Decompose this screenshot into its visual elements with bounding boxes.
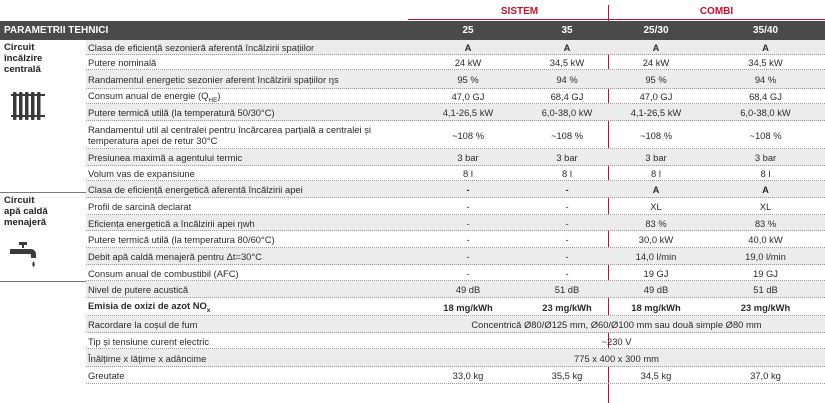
faucet-icon [10, 242, 40, 270]
cell-model-25-30: 47,0 GJ [639, 91, 673, 102]
cell-model-25: 49 dB [455, 284, 481, 295]
cell-model-35: 6,0-38,0 kW [541, 107, 593, 118]
cell-model-35-40: 34,5 kW [748, 57, 783, 68]
cell-model-25: - [466, 217, 470, 229]
cell-model-35: ~108 % [550, 129, 584, 141]
cell-model-35: - [565, 201, 569, 212]
table-title: PARAMETRII TEHNICI [4, 25, 109, 36]
row-label: Presiunea maximă a agentului termic [88, 152, 243, 163]
cell-model-25-30: 3 bar [645, 152, 667, 163]
cell-model-25-30: 19 GJ [643, 267, 669, 279]
cell-model-25-30: A [652, 42, 660, 53]
cell-model-25: 33,0 kg [452, 370, 484, 381]
cell-model-25-30: ~108 % [639, 129, 673, 141]
row-label: Înălțime x lățime x adâncime [88, 352, 207, 364]
model-header-25-30: 25/30 [643, 25, 669, 36]
table-row-expansion-vessel [86, 166, 825, 181]
group-header-combi: COMBI [699, 6, 734, 17]
cell-model-35-40: 19 GJ [752, 267, 778, 279]
cell-model-25-30: 24 kW [642, 57, 670, 68]
cell-model-35: - [565, 217, 569, 229]
cell-model-35-40: A [762, 42, 769, 53]
cell-model-35: 8 l [562, 168, 572, 179]
cell-model-25-30: 49 dB [643, 284, 669, 295]
cell-model-35: 51 dB [554, 284, 580, 295]
cell-model-35: A [563, 42, 571, 53]
cell-model-35-40: XL [759, 201, 772, 212]
row-label: Racordare la coșul de fum [88, 319, 198, 330]
cell-model-35: 35,5 kg [551, 370, 583, 381]
row-label: Eficiența energetică a încălzirii apei ηwh [88, 217, 255, 229]
table-row-dhw-flow [86, 248, 825, 265]
cell-model-35-40: 83 % [754, 217, 777, 229]
row-label: Putere nominală [88, 57, 157, 68]
table-row-dimensions [86, 349, 825, 367]
model-header-35: 35 [561, 25, 573, 36]
cell-model-25-30: 83 % [645, 217, 667, 229]
cell-model-25-30: 4,1-26,5 kW [630, 107, 682, 118]
cell-model-35-40: 40,0 kW [748, 234, 783, 245]
table-row-annual-fuel [86, 265, 825, 281]
table-row-partial-load-efficiency [86, 121, 825, 149]
table-row-useful-power-80-60 [86, 231, 825, 248]
group-underline-sistem [408, 19, 608, 20]
cell-model-25-30: 34,5 kg [640, 370, 672, 381]
cell-model-35: - [565, 184, 569, 195]
cell-model-25: 3 bar [457, 152, 479, 163]
cell-model-35-40: ~108 % [749, 129, 782, 141]
table-row-flue-connection [86, 316, 825, 333]
table-row-nominal-power [86, 55, 825, 70]
row-label: Randamentul energetic sezonier aferent încălzirii spațiilor ηs [88, 74, 339, 85]
cell-model-25-30: 95 % [645, 74, 667, 85]
cell-model-35-40: 51 dB [753, 284, 778, 295]
table-row-max-pressure [86, 149, 825, 166]
cell-model-25-30: A [652, 184, 660, 195]
row-value-span: ~230 V [601, 335, 632, 347]
cell-model-35: - [565, 267, 569, 279]
cell-model-35: 23 mg/kWh [542, 301, 592, 313]
section-dhw-title: Circuit apă caldă menajeră [4, 195, 48, 228]
group-underline-combi [608, 19, 825, 20]
cell-model-35-40: 3 bar [754, 152, 777, 163]
row-value-span: Concentrică Ø80/Ø125 mm, Ø60/Ø100 mm sau două simple Ø80 mm [471, 319, 762, 330]
row-label: Tip și tensiune curent electric [88, 335, 210, 347]
group-header-sistem: SISTEM [500, 6, 539, 17]
table-row-nox-emission [86, 298, 825, 316]
cell-model-35-40: A [762, 184, 769, 195]
cell-model-35-40: 23 mg/kWh [740, 301, 791, 313]
model-header-25: 25 [462, 25, 474, 36]
cell-model-35-40: 6,0-38,0 kW [740, 107, 791, 118]
section-heating-title: Circuit încălzire centrală [4, 42, 43, 75]
cell-model-35-40: 68,4 GJ [749, 91, 782, 102]
cell-model-25: 47,0 GJ [451, 91, 485, 102]
row-label: Putere termică utilă (la temperatura 80/60°C) [88, 234, 275, 245]
row-label: Emisia de oxizi de azot $NO_x$ [88, 300, 211, 314]
cell-model-25: 24 kW [454, 57, 482, 68]
row-label: Consum anual de combustibil (AFC) [88, 267, 239, 279]
cell-model-35: - [565, 234, 569, 245]
cell-model-25: - [466, 184, 470, 195]
row-label: Profil de sarcină declarat [88, 201, 192, 212]
cell-model-35: 68,4 GJ [550, 91, 584, 102]
table-row-sound-power [86, 281, 825, 298]
row-label: Greutate [88, 370, 125, 381]
radiator-icon [10, 92, 46, 120]
cell-model-25: - [466, 234, 470, 245]
table-row-weight [86, 367, 825, 384]
table-row-load-profile [86, 198, 825, 215]
cell-model-25-30: XL [650, 201, 662, 212]
table-row-annual-energy [86, 89, 825, 104]
cell-model-25: - [466, 267, 470, 279]
cell-model-25: ~108 % [451, 129, 485, 141]
cell-model-25-30: 8 l [651, 168, 661, 179]
row-label: Nivel de putere acustică [88, 284, 189, 295]
table-row-efficiency-class [86, 40, 825, 55]
table-row-power-supply [86, 333, 825, 349]
cell-model-35-40: 19,0 l/min [745, 251, 786, 262]
table-row-dhw-efficiency [86, 215, 825, 231]
cell-model-25-30: 14,0 l/min [635, 251, 677, 262]
cell-model-35: 3 bar [556, 152, 578, 163]
cell-model-25: A [464, 42, 472, 53]
cell-model-25-30: 30,0 kW [638, 234, 674, 245]
cell-model-25: 4,1-26,5 kW [442, 107, 494, 118]
cell-model-25: 95 % [457, 74, 479, 85]
row-label: Debit apă caldă menajeră pentru Δt=30°C [88, 251, 262, 262]
table-row-dhw-efficiency-class [86, 181, 825, 198]
cell-model-25: 18 mg/kWh [443, 301, 493, 313]
cell-model-25: 8 l [463, 168, 473, 179]
row-label: Consum anual de energie $(Q_{HE})$ [88, 89, 221, 104]
row-label: Randamentul util al centralei pentru încărcarea parțială a centralei și temperatura apei de retur 30°C [88, 124, 371, 146]
cell-model-35: 34,5 kW [549, 57, 585, 68]
cell-model-25: - [466, 251, 470, 262]
row-label: Volum vas de expansiune [88, 168, 195, 179]
cell-model-35: 94 % [556, 74, 578, 85]
cell-model-35: - [565, 251, 569, 262]
row-label: Clasa de eficiență energetică aferentă încălzirii apei [88, 184, 303, 195]
row-label: Clasa de eficiență sezonieră aferentă încălzirii spațiilor [88, 42, 315, 53]
table-row-useful-power-50-30 [86, 104, 825, 121]
row-label: Putere termică utilă (la temperatură 50/30°C) [88, 107, 275, 118]
cell-model-25-30: 18 mg/kWh [631, 301, 681, 313]
model-header-35-40: 35/40 [752, 25, 779, 36]
table-row-seasonal-efficiency [86, 70, 825, 89]
row-value-span: 775 x 400 x 300 mm [574, 352, 659, 364]
cell-model-35-40: 37,0 kg [750, 370, 781, 381]
cell-model-35-40: 8 l [760, 168, 771, 179]
cell-model-25: - [466, 201, 470, 212]
cell-model-35-40: 94 % [754, 74, 777, 85]
